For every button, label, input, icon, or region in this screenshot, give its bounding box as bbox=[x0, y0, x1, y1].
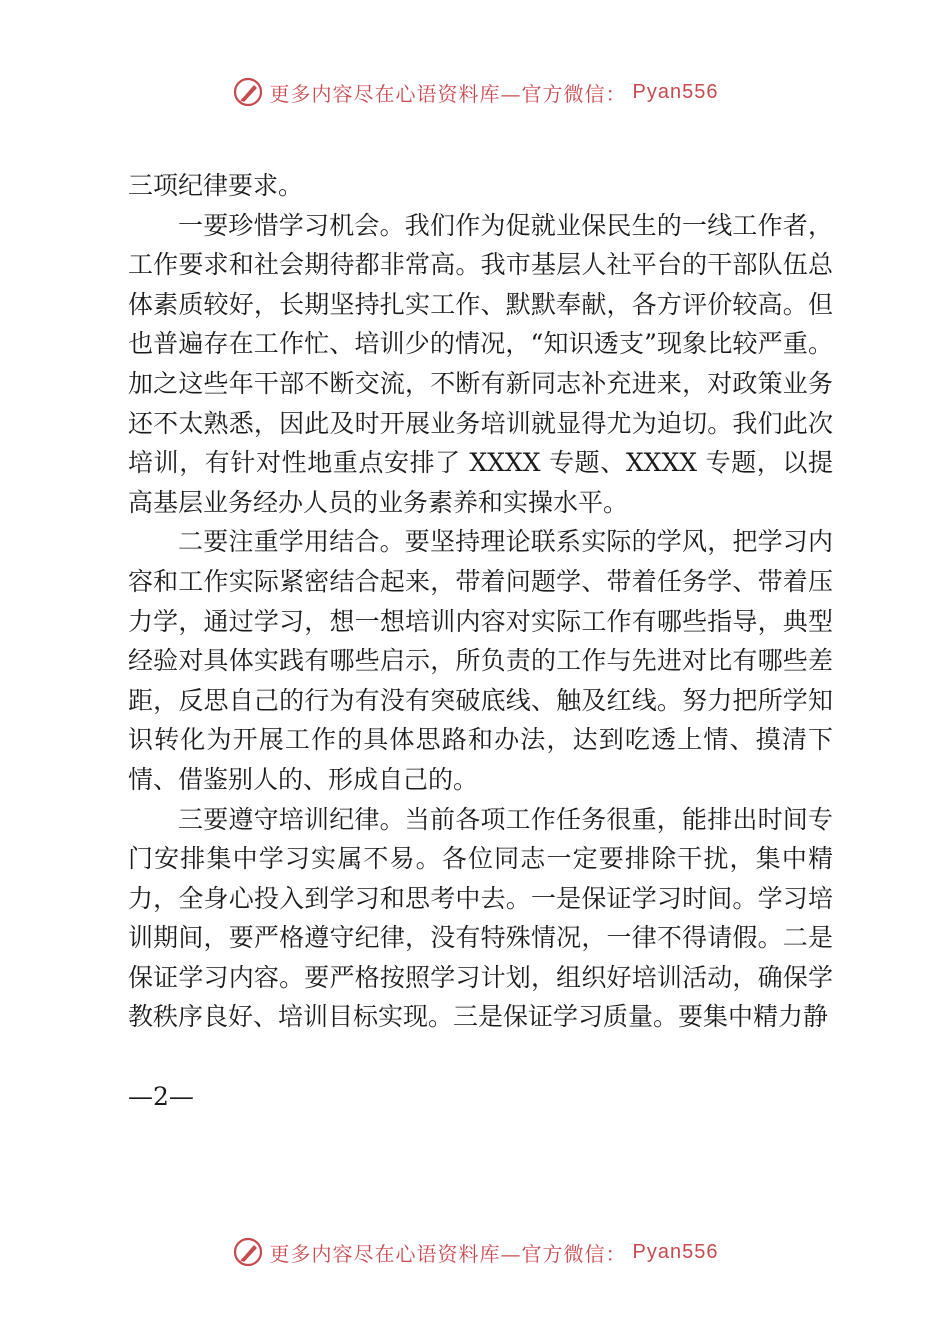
watermark-wechat-id: Pyan556 bbox=[632, 1240, 719, 1263]
watermark-text: 更多内容尽在心语资料库—官方微信： bbox=[269, 81, 627, 106]
header-watermark bbox=[0, 72, 950, 112]
footer-watermark bbox=[0, 1232, 950, 1272]
quill-pen-logo-icon bbox=[232, 76, 264, 108]
continued-text-line: 三项纪律要求。 bbox=[128, 171, 304, 200]
watermark-text: 更多内容尽在心语资料库—官方微信： bbox=[269, 1241, 627, 1266]
document-body bbox=[128, 166, 833, 1037]
page-number: —2— bbox=[128, 1082, 194, 1111]
paragraph-3: 三要遵守培训纪律。当前各项工作任务很重，能排出时间专门安排集中学习实属不易。各位同志一定要排除干扰，集中精力，全身心投入到学习和思考中去。一是保证学习时间。学习培训期间，要严格遵守纪律，没有特殊情况，一律不得请假。二是保证学习内容。要严格按照学习计划，组织好培训活动，确保学教秩序良好、培训目标实现。三是保证学习质量。要集中精力静 bbox=[128, 804, 833, 1032]
watermark-wechat-id: Pyan556 bbox=[632, 80, 719, 103]
paragraph-2: 二要注重学用结合。要坚持理论联系实际的学风，把学习内容和工作实际紧密结合起来，带着问题学、带着任务学、带着压力学，通过学习，想一想培训内容对实际工作有哪些指导，典型经验对具体实践有哪些启示，所负责的工作与先进对比有哪些差距，反思自己的行为有没有突破底线、触及红线。努力把所学知识转化为开展工作的具体思路和办法，达到吃透上情、摸清下情、借鉴别人的、形成自己的。 bbox=[128, 527, 833, 794]
quill-pen-logo-icon bbox=[232, 1236, 264, 1268]
paragraph-1: 一要珍惜学习机会。我们作为促就业保民生的一线工作者，工作要求和社会期待都非常高。我市基层人社平台的干部队伍总体素质较好，长期坚持扎实工作、默默奉献，各方评价较高。但也普遍存在工作忙、培训少的情况，“知识透支”现象比较严重。加之这些年干部不断交流，不断有新同志补充进来，对政策业务还不太熟悉，因此及时开展业务培训就显得尤为迫切。我们此次培训，有针对性地重点安排了 XXXX 专题、XXXX 专题，以提高基层业务经办人员的业务素养和实操水平。 bbox=[128, 210, 833, 517]
